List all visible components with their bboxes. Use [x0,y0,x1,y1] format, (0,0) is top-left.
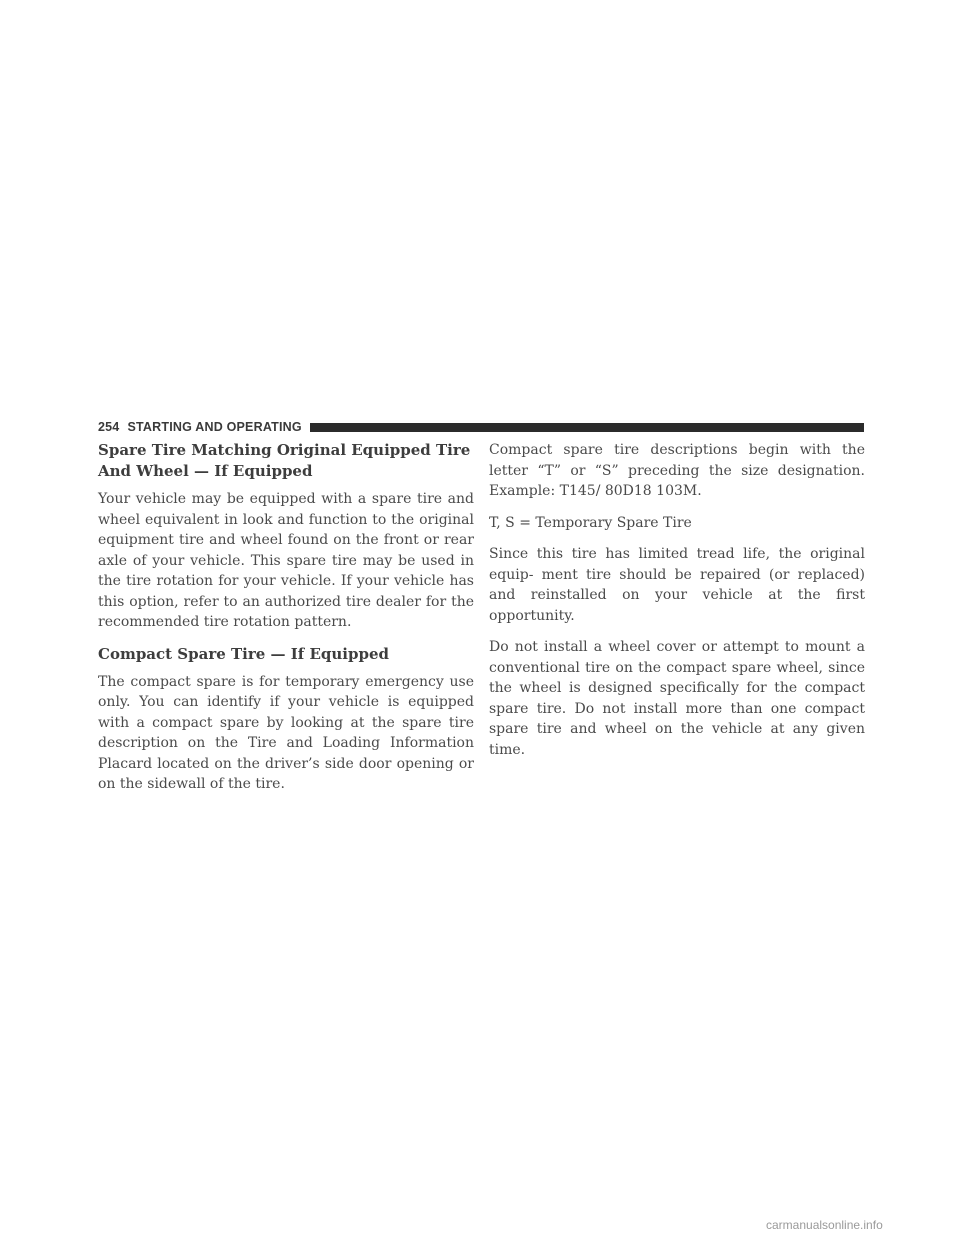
left-column [98,440,474,806]
page-number: 254 [98,420,120,434]
header-rule [310,423,864,432]
watermark: carmanualsonline.info [766,1218,883,1232]
paragraph-spare-tire-matching: Your vehicle may be equipped with a spare tire and wheel equivalent in look and function to the original equipment tire and wheel found on the front or rear axle of your vehicle. This spare tire may be used in the tire rotation for your vehicle. If your vehicle has this option, refer to an authorized tire dealer for the recommended tire rotation pattern. [98,491,474,630]
right-column [489,440,865,771]
paragraph-tread-life: Since this tire has limited tread life, the original equip- ment tire should be repaired (or replaced) and reinstalled on your vehicle at the first opportunity. [489,546,865,624]
paragraph-temporary-spare: T, S = Temporary Spare Tire [489,514,692,531]
section-title: STARTING AND OPERATING [127,420,302,434]
paragraph-tire-descriptions: Compact spare tire descriptions begin with the letter “T” or “S” preceding the size designation. Example: T145/ 80D18 103M. [489,442,865,499]
paragraph-compact-spare-tire: The compact spare is for temporary emergency use only. You can identify if your vehicle is equipped with a compact spare by looking at the spare tire description on the Tire and Loading Information Placard located on the driver’s side door opening or on the sidewall of the tire. [98,673,474,792]
page-header [98,418,864,436]
heading-compact-spare-tire: Compact Spare Tire — If Equipped [98,644,389,663]
paragraph-wheel-cover: Do not install a wheel cover or attempt to mount a conventional tire on the compact spare wheel, since the wheel is designed specifically for the compact spare tire. Do not install more than one compact spare tire and wheel on the vehicle at any given time. [489,639,865,758]
heading-spare-tire-matching: Spare Tire Matching Original Equipped Tire And Wheel — If Equipped [98,441,471,480]
